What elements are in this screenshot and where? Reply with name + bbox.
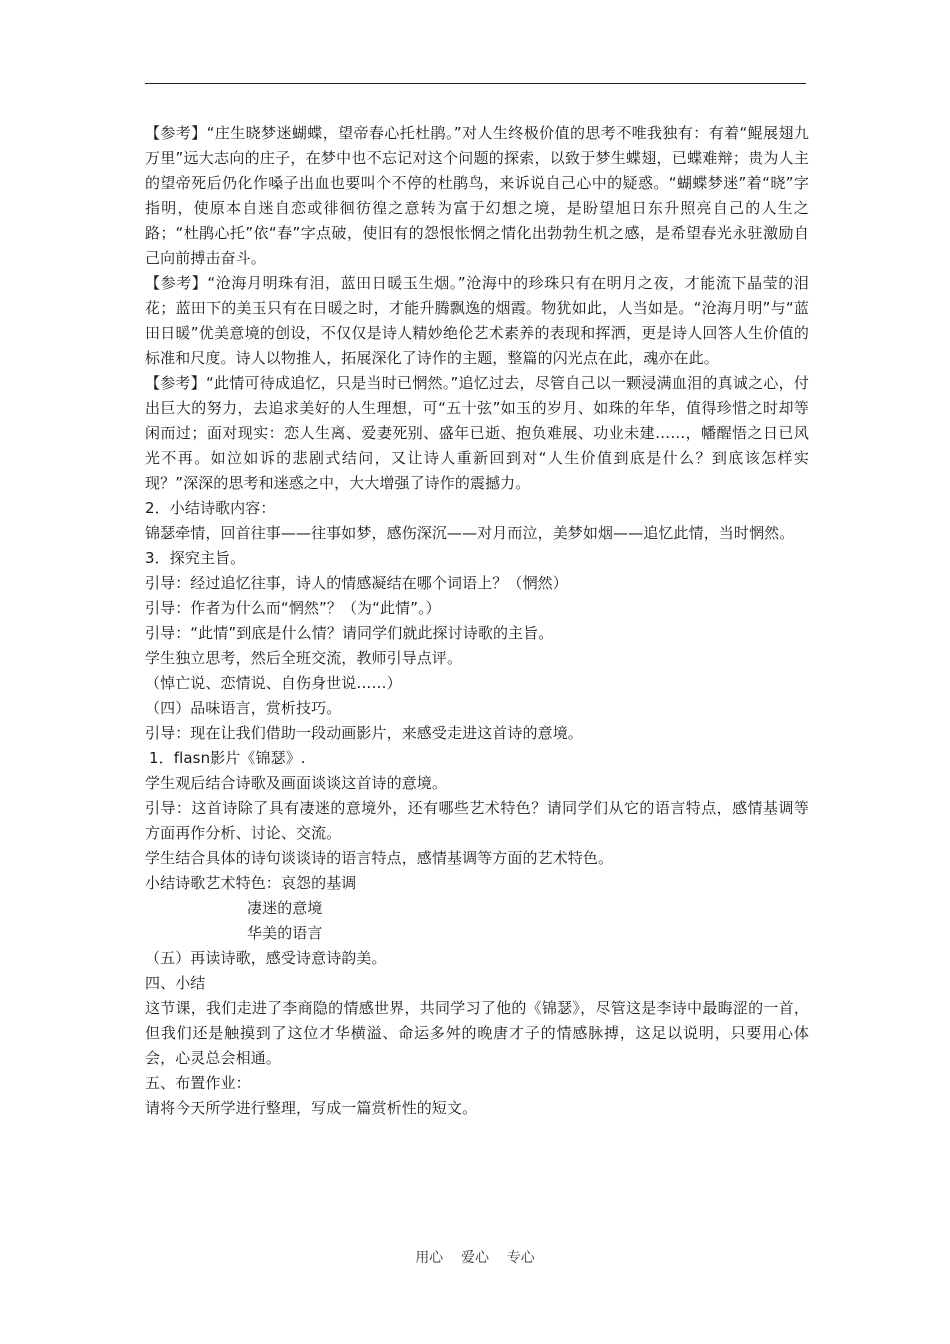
summary-text: 锦瑟牵情，回首往事——往事如梦，感伤深沉——对月而泣，美梦如烟——追忆此情，当时惘然。 bbox=[145, 524, 795, 542]
section-heading-theme: 3．探究主旨。 bbox=[145, 549, 246, 567]
guide-line-3: 引导：“此情”到底是什么情？请同学们就此探讨诗歌的主旨。 bbox=[145, 624, 554, 642]
guide-line-2: 引导：作者为什么而“惘然”？（为“此情”。） bbox=[145, 599, 441, 617]
section-heading-language: （四）品味语言，赏析技巧。 bbox=[145, 699, 342, 717]
document-body bbox=[145, 121, 809, 1121]
reference-paragraph-3: 【参考】“此情可待成追忆，只是当时已惘然。”追忆过去，尽管自己以一颗浸满血泪的真诚之心，付出巨大的努力，去追求美好的人生理想，可“五十弦”如玉的岁月、如珠的年华，值得珍惜之时却等闲而过；面对现实：恋人生离、爱妻死别、盛年已逝、抱负难展、功业未建……，幡醒悟之日已风光不再。如泣如诉的悲剧式结问，又让诗人重新回到对“人生价值到底是什么？到底该怎样实现？”深深的思考和迷惑之中，大大增强了诗作的震撼力。 bbox=[145, 374, 809, 492]
art-feature-language: 华美的语言 bbox=[247, 924, 323, 942]
section-heading-summary: 2．小结诗歌内容： bbox=[145, 499, 276, 517]
section-heading-homework: 五、布置作业： bbox=[145, 1074, 251, 1092]
reference-paragraph-2: 【参考】“沧海月明珠有泪，蓝田日暖玉生烟。”沧海中的珍珠只有在明月之夜，才能流下晶莹的泪花；蓝田下的美玉只有在日暖之时，才能升腾飘逸的烟霞。物犹如此，人当如是。“沧海月明”与“蓝田日暖”优美意境的创设，不仅仅是诗人精妙绝伦艺术素养的表现和挥洒，更是诗人回答人生价值的标准和尺度。诗人以物推人，拓展深化了诗作的主题，整篇的闪光点在此，魂亦在此。 bbox=[145, 274, 809, 367]
art-features-summary: 小结诗歌艺术特色：哀怨的基调 bbox=[145, 874, 357, 892]
header-rule bbox=[145, 83, 806, 84]
student-activity-1: 学生独立思考，然后全班交流，教师引导点评。 bbox=[145, 649, 463, 667]
reference-paragraph-1: 【参考】“庄生晓梦迷蝴蝶，望帝春心托杜鹃。”对人生终极价值的思考不唯我独有：有着“鲲展翅九万里”远大志向的庄子，在梦中也不忘记对这个问题的探索，以致于梦生蝶翅，已蝶难辩；贵为人主的望帝死后仍化作嗓子出血也要叫个不停的杜鹃鸟，来诉说自己心中的疑惑。“蝴蝶梦迷”着“晓”字指明，使原本自迷自恋或徘徊彷徨之意转为富于幻想之境，是盼望旭日东升照亮自己的人生之路；“杜鹃心托”依“春”字点破，使旧有的怨恨怅惘之情化出勃勃生机之感，是希望春光永驻激励自己向前搏击奋斗。 bbox=[145, 124, 809, 267]
homework-text: 请将今天所学进行整理，写成一篇赏析性的短文。 bbox=[145, 1099, 478, 1117]
theme-options: （悼亡说、恋情说、自伤身世说……） bbox=[145, 674, 402, 692]
page-footer: 用心 爱心 专心 bbox=[415, 1250, 535, 1266]
section-heading-reread: （五）再读诗歌，感受诗意诗韵美。 bbox=[145, 949, 387, 967]
student-activity-2: 学生观后结合诗歌及画面谈谈这首诗的意境。 bbox=[145, 774, 448, 792]
guide-line-1: 引导：经过追忆往事，诗人的情感凝结在哪个词语上？（惘然） bbox=[145, 574, 568, 592]
guide-line-5: 引导：这首诗除了具有凄迷的意境外，还有哪些艺术特色？请同学们从它的语言特点，感情基调等方面再作分析、讨论、交流。 bbox=[145, 799, 809, 842]
section-heading-conclusion: 四、小结 bbox=[145, 974, 206, 992]
art-feature-imagery: 凄迷的意境 bbox=[247, 899, 323, 917]
student-activity-3: 学生结合具体的诗句谈谈诗的语言特点，感情基调等方面的艺术特色。 bbox=[145, 849, 614, 867]
conclusion-text: 这节课，我们走进了李商隐的情感世界，共同学习了他的《锦瑟》，尽管这是李诗中最晦涩的一首，但我们还是触摸到了这位才华横溢、命运多舛的晚唐才子的情感脉搏，这足以说明，只要用心体会，心灵总会相通。 bbox=[145, 999, 809, 1067]
step-flash-film: 1．flasn影片《锦瑟》. bbox=[149, 749, 306, 767]
guide-line-4: 引导：现在让我们借助一段动画影片，来感受走进这首诗的意境。 bbox=[145, 724, 583, 742]
